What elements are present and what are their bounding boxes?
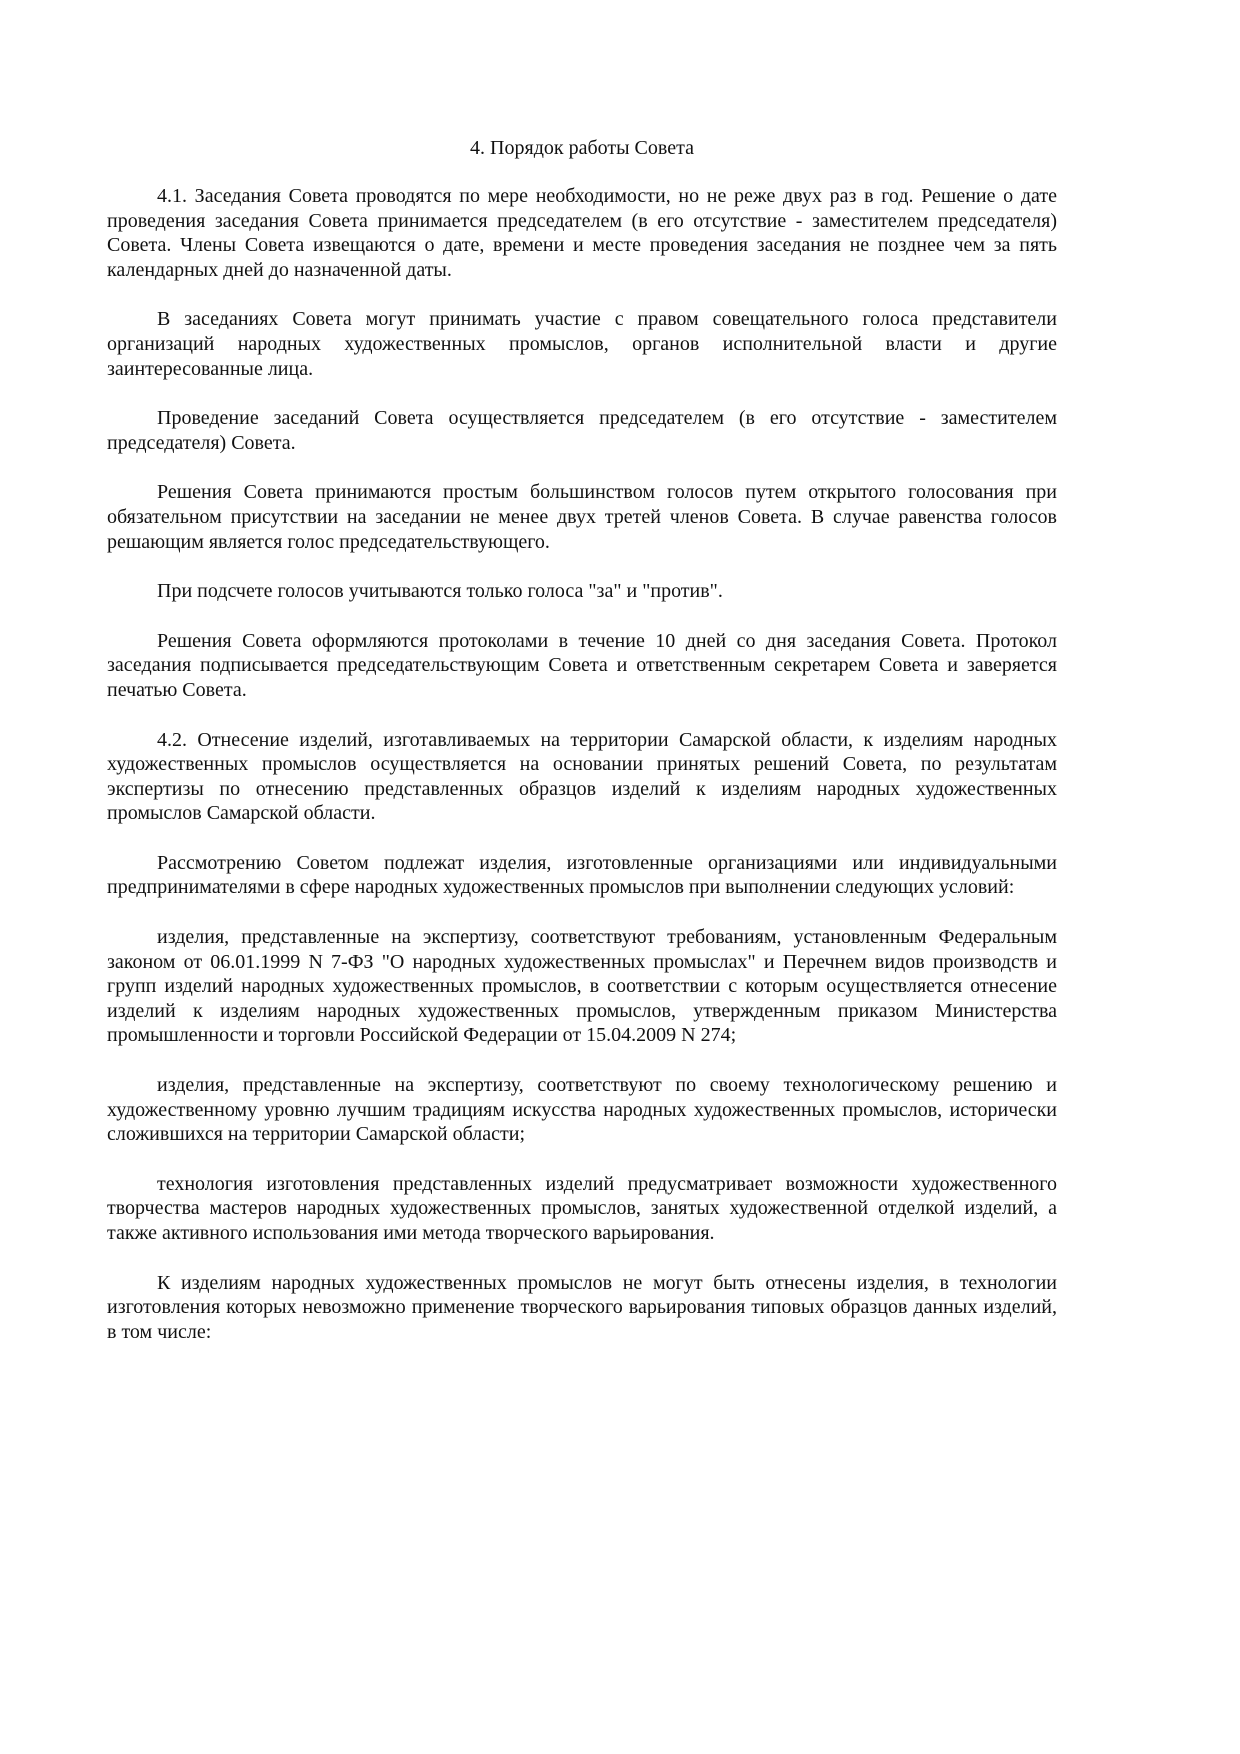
paragraph-vote-counting: При подсчете голосов учитываются только голоса "за" и "против".	[157, 580, 723, 603]
paragraph-exclusions: К изделиям народных художественных промыслов не могут быть отнесены изделия, в технологии изготовления которых невозможно применение творческого варьирования типовых образцов данных изделий, в том числе:	[107, 1271, 1057, 1343]
section-title: 4. Порядок работы Совета	[470, 137, 694, 159]
paragraph-4-2-classification: 4.2. Отнесение изделий, изготавливаемых на территории Самарской области, к изделиям народных художественных промыслов осуществляется на основании принятых решений Совета, по результатам экспертизы по отнесению представленных образцов изделий к изделиям народных художественных промыслов Самарской области.	[107, 728, 1057, 825]
paragraph-review-conditions: Рассмотрению Советом подлежат изделия, изготовленные организациями или индивидуальными предпринимателями в сфере народных художественных промыслов при выполнении следующих условий:	[107, 851, 1057, 899]
paragraph-condition-federal-law: изделия, представленные на экспертизу, соответствуют требованиям, установленным Федеральным законом от 06.01.1999 N 7-ФЗ "О народных художественных промыслах" и Перечнем видов производств и групп изделий народных художественных промыслов, в соответствии с которым осуществляется отнесение изделий к изделиям народных художественных промыслов, утвержденным приказом Министерства промышленности и торговли Российской Федерации от 15.04.2009 N 274;	[107, 926, 1057, 1047]
paragraph-condition-technology: технология изготовления представленных изделий предусматривает возможности художественного творчества мастеров народных художественных промыслов, занятых художественной отделкой изделий, а также активного использования ими метода творческого варьирования.	[107, 1172, 1057, 1244]
paragraph-voting-rules: Решения Совета принимаются простым большинством голосов путем открытого голосования при обязательном присутствии на заседании не менее двух третей членов Совета. В случае равенства голосов решающим является голос председательствующего.	[107, 481, 1057, 553]
document-page	[107, 134, 1057, 1369]
paragraph-protocols: Решения Совета оформляются протоколами в течение 10 дней со дня заседания Совета. Протокол заседания подписывается председательствующим Совета и ответственным секретарем Совета и заверяется печатью Совета.	[107, 629, 1057, 701]
paragraph-condition-traditions: изделия, представленные на экспертизу, соответствуют по своему технологическому решению и художественному уровню лучшим традициям искусства народных художественных промыслов, исторически сложившихся на территории Самарской области;	[107, 1074, 1057, 1146]
paragraph-4-1-meetings: 4.1. Заседания Совета проводятся по мере необходимости, но не реже двух раз в год. Решение о дате проведения заседания Совета принимается председателем (в его отсутствие - заместителем председателя) Совета. Члены Совета извещаются о дате, времени и месте проведения заседания не позднее чем за пять календарных дней до назначенной даты.	[107, 185, 1057, 281]
paragraph-advisory-participants: В заседаниях Совета могут принимать участие с правом совещательного голоса представители организаций народных художественных промыслов, органов исполнительной власти и другие заинтересованные лица.	[107, 308, 1057, 380]
paragraph-meeting-chair: Проведение заседаний Совета осуществляется председателем (в его отсутствие - заместителем председателя) Совета.	[107, 407, 1057, 454]
